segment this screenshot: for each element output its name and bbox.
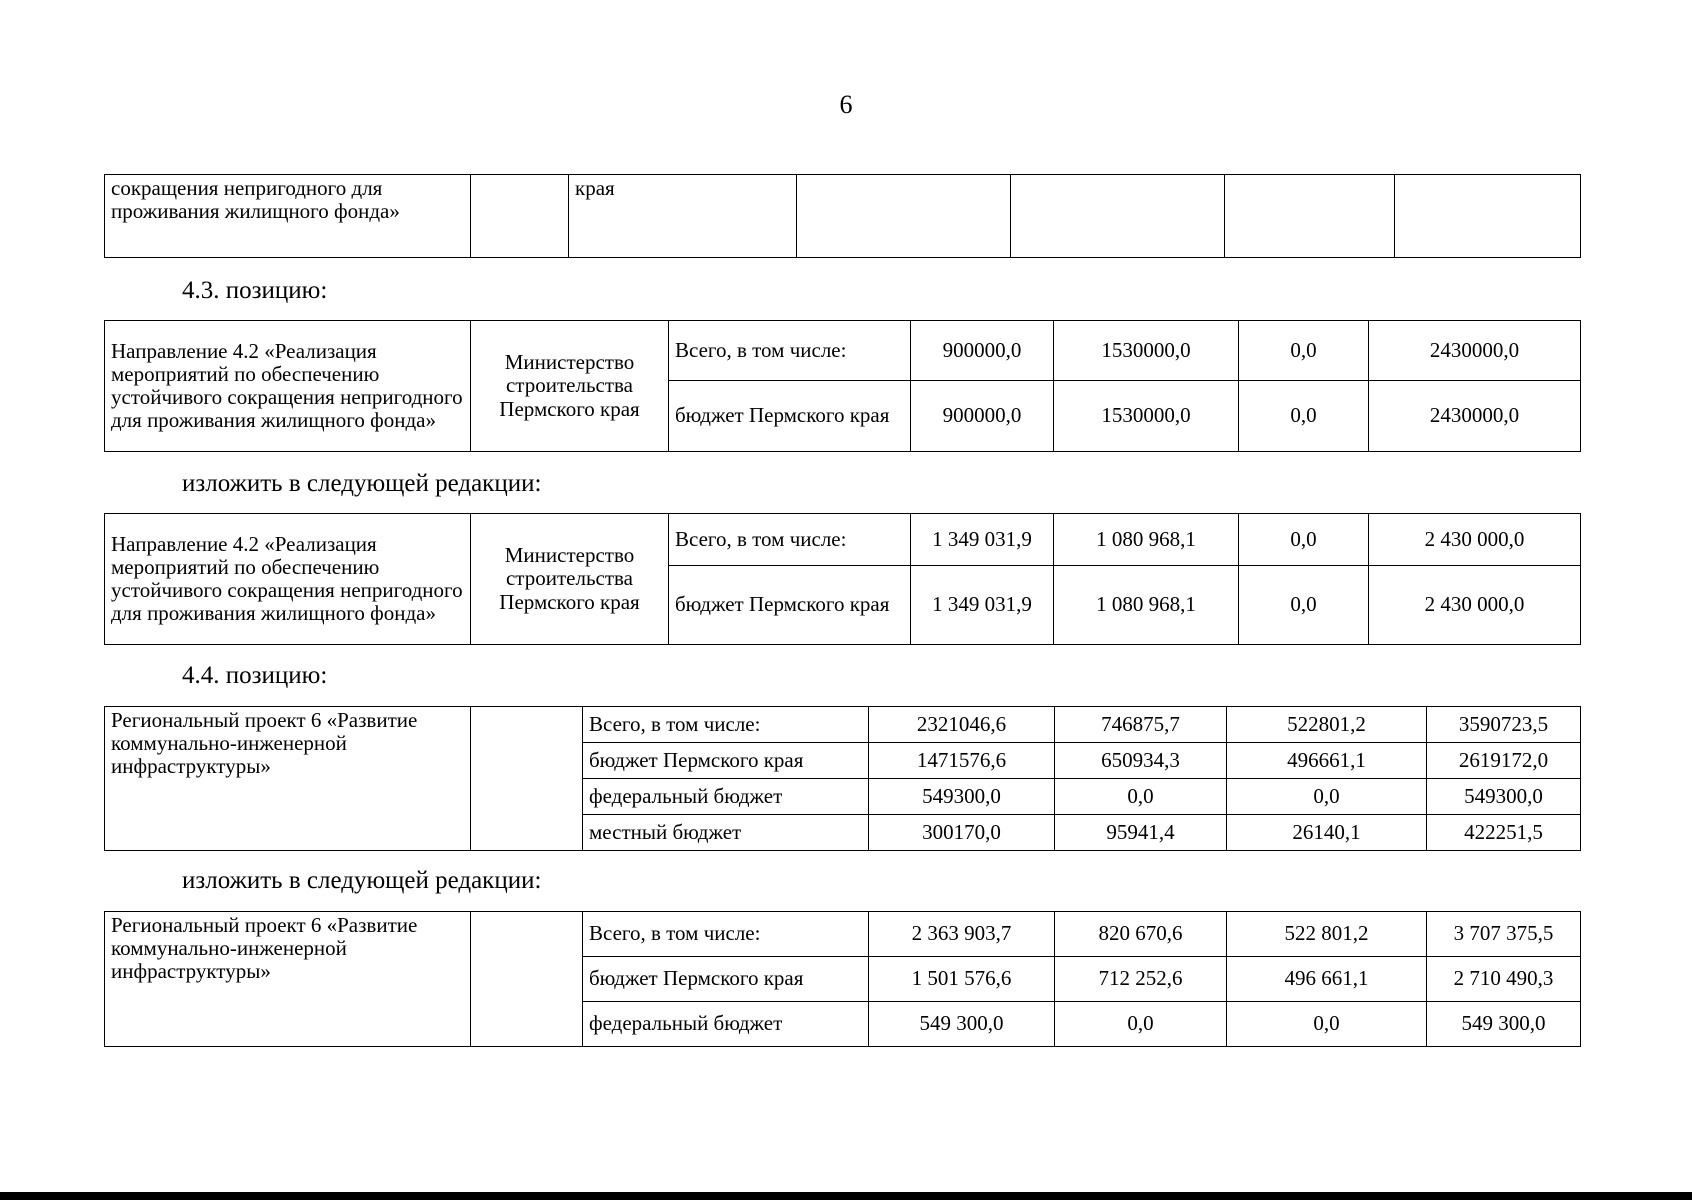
- table-4-3-old: [104, 320, 1581, 452]
- total-cell: 549300,0: [1427, 779, 1581, 815]
- value-cell: 95941,4: [1055, 815, 1227, 851]
- source-cell: Всего, в том числе:: [669, 321, 911, 381]
- total-cell: 3590723,5: [1427, 707, 1581, 743]
- empty-cell: [1395, 175, 1581, 258]
- value-cell: 0,0: [1239, 321, 1369, 381]
- value-cell: 900000,0: [911, 321, 1054, 381]
- position-name-cell: Региональный проект 6 «Развитие коммунально-инженерной инфраструктуры»: [105, 912, 471, 1047]
- value-cell: 2 363 903,7: [869, 912, 1055, 957]
- source-cell: Всего, в том числе:: [583, 707, 869, 743]
- section-new-heading-4-4: изложить в следующей редакции:: [182, 867, 542, 894]
- source-cell: бюджет Пермского края: [583, 743, 869, 779]
- value-cell: 496661,1: [1227, 743, 1427, 779]
- value-cell: 549300,0: [869, 779, 1055, 815]
- table-4-4-old: [104, 706, 1581, 851]
- value-cell: 0,0: [1239, 514, 1369, 566]
- position-name-cell: Направление 4.2 «Реализация мероприятий по обеспечению устойчивого сокращения непригодного для проживания жилищного фонда»: [105, 514, 471, 645]
- continuation-table: [104, 174, 1581, 258]
- total-cell: 2430000,0: [1369, 321, 1581, 381]
- value-cell: 522801,2: [1227, 707, 1427, 743]
- source-cell: местный бюджет: [583, 815, 869, 851]
- value-cell: 1 349 031,9: [911, 566, 1054, 645]
- executor-cell: [471, 912, 583, 1047]
- value-cell: 0,0: [1239, 381, 1369, 452]
- value-cell: 1530000,0: [1054, 321, 1239, 381]
- value-cell: 746875,7: [1055, 707, 1227, 743]
- table-4-3-new: [104, 513, 1581, 645]
- position-name-cell: Направление 4.2 «Реализация мероприятий по обеспечению устойчивого сокращения непригодного для проживания жилищного фонда»: [105, 321, 471, 452]
- position-name-cell: сокращения непригодного для проживания жилищного фонда»: [105, 175, 471, 258]
- value-cell: 1 080 968,1: [1054, 514, 1239, 566]
- value-cell: 300170,0: [869, 815, 1055, 851]
- position-name-cell: Региональный проект 6 «Развитие коммунально-инженерной инфраструктуры»: [105, 707, 471, 851]
- total-cell: 2 710 490,3: [1427, 957, 1581, 1002]
- scan-edge: [0, 1192, 1692, 1200]
- value-cell: 1 080 968,1: [1054, 566, 1239, 645]
- source-cell: федеральный бюджет: [583, 1002, 869, 1047]
- source-cell: Всего, в том числе:: [583, 912, 869, 957]
- value-cell: 0,0: [1055, 1002, 1227, 1047]
- value-cell: 549 300,0: [869, 1002, 1055, 1047]
- value-cell: 1530000,0: [1054, 381, 1239, 452]
- executor-cell: края: [569, 175, 797, 258]
- empty-cell: [797, 175, 1011, 258]
- source-cell: бюджет Пермского края: [583, 957, 869, 1002]
- executor-cell: Министерство строительства Пермского края: [471, 514, 669, 645]
- source-cell: Всего, в том числе:: [669, 514, 911, 566]
- value-cell: 1 501 576,6: [869, 957, 1055, 1002]
- source-cell: федеральный бюджет: [583, 779, 869, 815]
- value-cell: 496 661,1: [1227, 957, 1427, 1002]
- value-cell: 900000,0: [911, 381, 1054, 452]
- total-cell: 2430000,0: [1369, 381, 1581, 452]
- value-cell: 712 252,6: [1055, 957, 1227, 1002]
- empty-cell: [1225, 175, 1395, 258]
- value-cell: 522 801,2: [1227, 912, 1427, 957]
- total-cell: 2 430 000,0: [1369, 566, 1581, 645]
- value-cell: 0,0: [1227, 1002, 1427, 1047]
- value-cell: 0,0: [1239, 566, 1369, 645]
- value-cell: 820 670,6: [1055, 912, 1227, 957]
- empty-cell: [471, 175, 569, 258]
- executor-cell: [471, 707, 583, 851]
- section-heading-4-4: 4.4. позицию:: [182, 662, 328, 689]
- section-heading-4-3: 4.3. позицию:: [182, 277, 328, 304]
- executor-cell: Министерство строительства Пермского края: [471, 321, 669, 452]
- total-cell: 549 300,0: [1427, 1002, 1581, 1047]
- source-cell: бюджет Пермского края: [669, 566, 911, 645]
- value-cell: 1 349 031,9: [911, 514, 1054, 566]
- total-cell: 2 430 000,0: [1369, 514, 1581, 566]
- table-4-4-new: [104, 911, 1581, 1047]
- total-cell: 3 707 375,5: [1427, 912, 1581, 957]
- source-cell: бюджет Пермского края: [669, 381, 911, 452]
- value-cell: 0,0: [1055, 779, 1227, 815]
- empty-cell: [1011, 175, 1225, 258]
- value-cell: 1471576,6: [869, 743, 1055, 779]
- value-cell: 650934,3: [1055, 743, 1227, 779]
- total-cell: 2619172,0: [1427, 743, 1581, 779]
- section-new-heading-4-3: изложить в следующей редакции:: [182, 470, 542, 497]
- value-cell: 2321046,6: [869, 707, 1055, 743]
- value-cell: 26140,1: [1227, 815, 1427, 851]
- page-number: 6: [839, 90, 853, 119]
- total-cell: 422251,5: [1427, 815, 1581, 851]
- value-cell: 0,0: [1227, 779, 1427, 815]
